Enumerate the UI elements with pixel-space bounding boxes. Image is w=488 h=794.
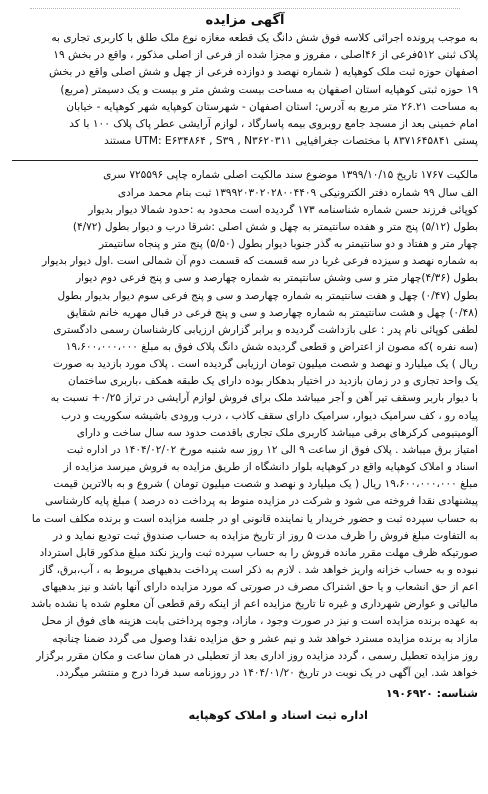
body-line: مبلغ ۱۹،۶۰۰،۰۰۰،۰۰۰ ریال ( یک میلیارد و نهصد و شصت میلیون تومان ) شروع و به بالاترین قیمت	[53, 478, 478, 491]
body-line: بطول (۵/۱۲) پنج متر و هفده سانتیمتر به چهل و شش اصلی :شرقا درب و دیوار بطول (۴/۷۲)	[72, 220, 478, 233]
body-line: الف سال ۹۹ شماره دفتر الکترونیکی ۱۳۹۹۲۰۳۰۲۰۲۸۰۰۴۴۰۹ ثبت بنام محمد مرادی	[117, 186, 478, 199]
body-line: (سه نفره )که مصون از اعتراض و قطعی گردیده شش دانگ پلاک فوق به مبلغ ۱۹،۶۰۰،۰۰۰،۰۰۰	[65, 340, 478, 353]
body-line: به التفاوت مبلغ فروش را ظرف مدت ۵ روز از تاریخ مزایده به حساب صندوق ثبت تودیع نماید و در	[52, 529, 478, 542]
body-line: با دیوار باربر وسقف تیر آهن و آجر میباشد ملک برای فروش لوازم آرایشی در تراز ۰/۲۵+ نسبت به	[50, 392, 478, 405]
body-line: چهار متر و هفتاد و دو سانتیمتر به گذر جنوبا دیوار بطول (۵/۵۰) پنج متر و پنجاه سانتیمتر	[99, 238, 478, 251]
intro-line: به موجب پرونده اجرائی کلاسه فوق شش دانگ یک قطعه مغازه نوع ملک طلق با کاربری تجاری به	[51, 32, 478, 44]
body-line: مالکیت ۱۷۶۷ تاریخ ۱۳۹۹/۱۰/۱۵ موضوع سند مالکیت اصلی شماره چاپی ۷۲۵۵۹۶ سری	[103, 169, 478, 182]
intro-paragraph	[12, 30, 478, 150]
body-line: آلومینیومی کرکرهای برقی میباشد کاربری ملک تجاری باقدمت حدود سه سال ساخت و دارای	[76, 426, 478, 439]
issuing-office: اداره ثبت اسناد و املاک کوهپایه	[188, 708, 368, 723]
intro-line: اصفهان حوزه ثبت ملک کوهپایه ( شماره نهصد و دوازده فرعی از چهل و شش اصلی واقع در بخش	[49, 66, 478, 79]
body-line: امتیاز برق میباشد . پلاک فوق از ساعت ۹ الی ۱۲ روز سه شنبه مورخ ۱۴۰۴/۰۲/۰۲ در اداره ثبت	[66, 443, 478, 456]
intro-line: پستی ۸۳۷۱۶۴۵۸۴۱ با مختصات جغرافیایی UTM: E۶۳۴۸۶۴ , S۳۹ , N۳۶۲۰۳۱۱ مستند	[104, 135, 478, 148]
body-line: به عهده برنده مزایده است و نیز در صورت وجود ، مازاد، وجوه پرداختی بابت هزینه های فوق از محل	[41, 615, 478, 628]
body-line: به حساب سپرده ثبت و حضور خریدار یا نماینده قانونی او در جلسه مزایده است و برنده مکلف است ما	[31, 512, 478, 525]
intro-line: پلاک ثبتی ۵۱۲فرعی از ۴۶اصلی ، مفروز و مجزا شده از فرعی از اصلی مذکور ، واقع در بخش ۱۹	[53, 49, 478, 62]
body-line: صورتیکه ظرف مهلت مقرر مانده فروش را به حساب سپرده ثبت واریز نکند مبلغ مذکور قابل استرداد	[39, 546, 478, 559]
body-line: اسناد و املاک کوهپایه واقع در کوهپایه بلوار دانشگاه از طریق مزایده به فروش میرسد مزایده از	[63, 461, 478, 474]
divider	[12, 160, 478, 161]
notice-title: آگهی مزایده	[205, 13, 285, 28]
body-line: اعم از حق انشعاب و یا حق اشتراک مصرف در صورتی که مورد مزایده دارای آنها باشد و نیز بدهیهای	[41, 581, 478, 594]
body-line: ریال ) یک میلیارد و نهصد و شصت میلیون تومان ارزیابی گردیده است . پلاک مورد بازدید به صورت	[52, 358, 478, 371]
body-line: خواهد شد. این آگهی در یک نوبت در تاریخ ۱۴۰۴/۰۱/۲۰ در روزنامه سبد فردا درج و منتشر میگردد.	[55, 666, 478, 679]
intro-line: به مساحت ۲۶.۲۱ متر مربع به آدرس: استان اصفهان - شهرستان کوهپایه شهر کوهپایه - خیابان	[66, 100, 478, 113]
intro-line: امام خمینی بعد از مسجد جامع روبروی بیمه پاسارگاد ، لوازم آرایشی عطر پاک پلاک ۱۰۰ با کد	[69, 118, 478, 131]
body-line: نبوده و به حساب خزانه واریز خواهد شد . لازم به ذکر است پرداخت بدهیهای مربوط به ، آب،برق، گاز	[40, 564, 478, 577]
body-line: روز مزایده تعطیل رسمی ، گردد مزایده روز اداری بعد از تعطیلی در همان ساعت و مکان مقرر برگزار	[36, 649, 478, 662]
body-line: به شماره نهصد و سیزده فرعی غربا در سه قسمت که قسمت دوم آن شمالی است .اول دیوار بدیوار	[42, 255, 478, 268]
body-line: (۰/۴۸) چهل و هشت سانتیمتر به شماره چهارصد و سی و پنج فرعی در قبال مهریه خانم شقایق	[66, 306, 478, 319]
body-line: پیشنهادی نقدا فروخته می شود و شرکت در مزایده منوط به پرداخت ده درصد ) مبلغ پایه کارشناسی	[45, 495, 478, 508]
body-line: کوپائی فرزند حسن شماره شناسنامه ۱۷۳ گردیده است محدود به :حدود شمالا دیوار بدیوار	[88, 203, 478, 216]
body-paragraph	[12, 167, 478, 682]
body-line: مازاد به برنده مزایده مسترد خواهد شد و نیم عشر و حق مزایده نقدا وصول می گردد ضمنا چنانچه	[52, 632, 478, 645]
body-line: مالیاتی و عوارض شهرداری و غیره تا تاریخ مزایده اعم از اینکه رقم قطعی آن معلوم شده یا نشده باشد	[30, 598, 478, 611]
body-line: پیاده رو ، کف سرامیک دیوار، سرامیک دارای سقف کاذب ، درب ورودی باشیشه سکوریت و درب	[61, 409, 478, 422]
notice-id: شناسه: ۱۹۰۶۹۲۰	[385, 687, 478, 701]
body-line: یک واحد تجاری و در زمان بازدید در اختیار بدهکار بوده دارای یک طبقه همکف ،باربری ساختمان	[68, 375, 478, 388]
body-line: بطول (۰/۴۷) چهل و هفت سانتیمتر به شماره چهارصد و سی و پنج فرعی سوم دیوار بدیوار بطول	[57, 289, 478, 302]
body-line: لطفی کوپائی نام پدر : علی بازداشت گردیده و برابر گزارش ارزیابی کارشناسان رسمی دادگستری	[53, 323, 478, 336]
cropped-header-edge	[30, 0, 460, 9]
intro-line: ۱۹ حوزه ثبتی کوهپایه استان اصفهان به مساحت بیست وشش متر و بیست و یک دسیمتر (مربع)	[60, 83, 478, 96]
body-line: بطول (۴/۳۶)چهار متر و سی وشش سانتیمتر به شماره چهارصد و سی و پنج فرعی دوم دیوار	[76, 272, 478, 285]
